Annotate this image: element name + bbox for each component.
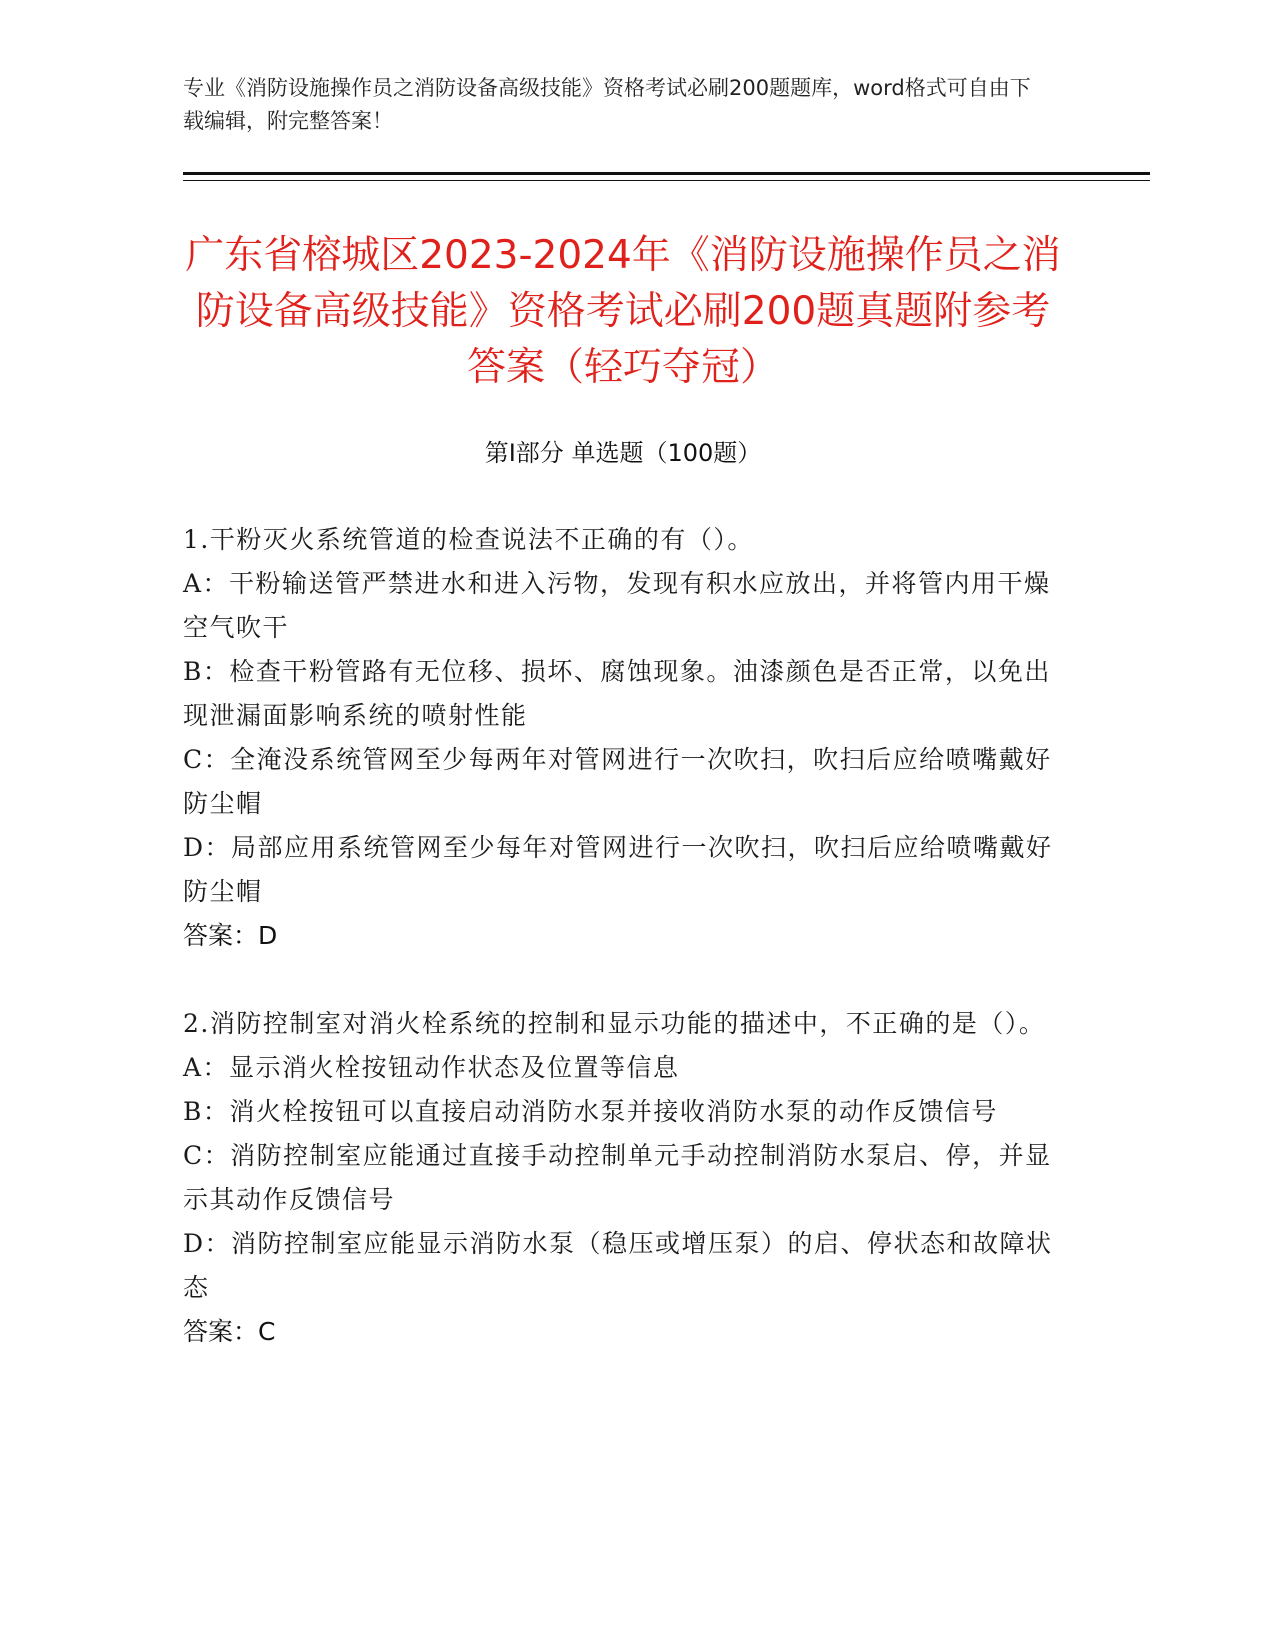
option-b: B：消火栓按钮可以直接启动消防水泵并接收消防水泵的动作反馈信号	[183, 1097, 998, 1126]
option-a: A：显示消火栓按钮动作状态及位置等信息	[183, 1053, 680, 1082]
option-a: A：干粉输送管严禁进水和进入污物，发现有积水应放出，并将管内用干燥空气吹干	[183, 569, 1051, 642]
question-1	[183, 518, 1063, 958]
document-title: 广东省榕城区2023-2024年《消防设施操作员之消防设备高级技能》资格考试必刷200题真题附参考答案（轻巧夺冠）	[185, 233, 1061, 390]
header-rule-thin	[183, 180, 1150, 181]
question-stem: 2.消防控制室对消火栓系统的控制和显示功能的描述中，不正确的是（）。	[183, 1009, 1046, 1038]
option-c: C：消防控制室应能通过直接手动控制单元手动控制消防水泵启、停，并显示其动作反馈信号	[183, 1141, 1052, 1214]
header-rule-thick	[183, 172, 1150, 175]
option-d: D：局部应用系统管网至少每年对管网进行一次吹扫，吹扫后应给喷嘴戴好防尘帽	[183, 833, 1053, 906]
question-stem: 1.干粉灭火系统管道的检查说法不正确的有（）。	[183, 525, 754, 554]
answer: 答案：C	[183, 1317, 276, 1346]
answer: 答案：D	[183, 921, 278, 950]
section-title: 第I部分 单选题（100题）	[484, 439, 762, 467]
option-b: B：检查干粉管路有无位移、损坏、腐蚀现象。油漆颜色是否正常，以免出现泄漏面影响系统的喷射性能	[183, 657, 1051, 730]
option-c: C：全淹没系统管网至少每两年对管网进行一次吹扫，吹扫后应给喷嘴戴好防尘帽	[183, 745, 1052, 818]
question-2	[183, 1002, 1063, 1354]
header-note: 专业《消防设施操作员之消防设备高级技能》资格考试必刷200题题库，word格式可自由下载编辑，附完整答案！	[183, 76, 1031, 133]
option-d: D：消防控制室应能显示消防水泵（稳压或增压泵）的启、停状态和故障状态	[183, 1229, 1053, 1302]
question-list	[183, 518, 1063, 1398]
